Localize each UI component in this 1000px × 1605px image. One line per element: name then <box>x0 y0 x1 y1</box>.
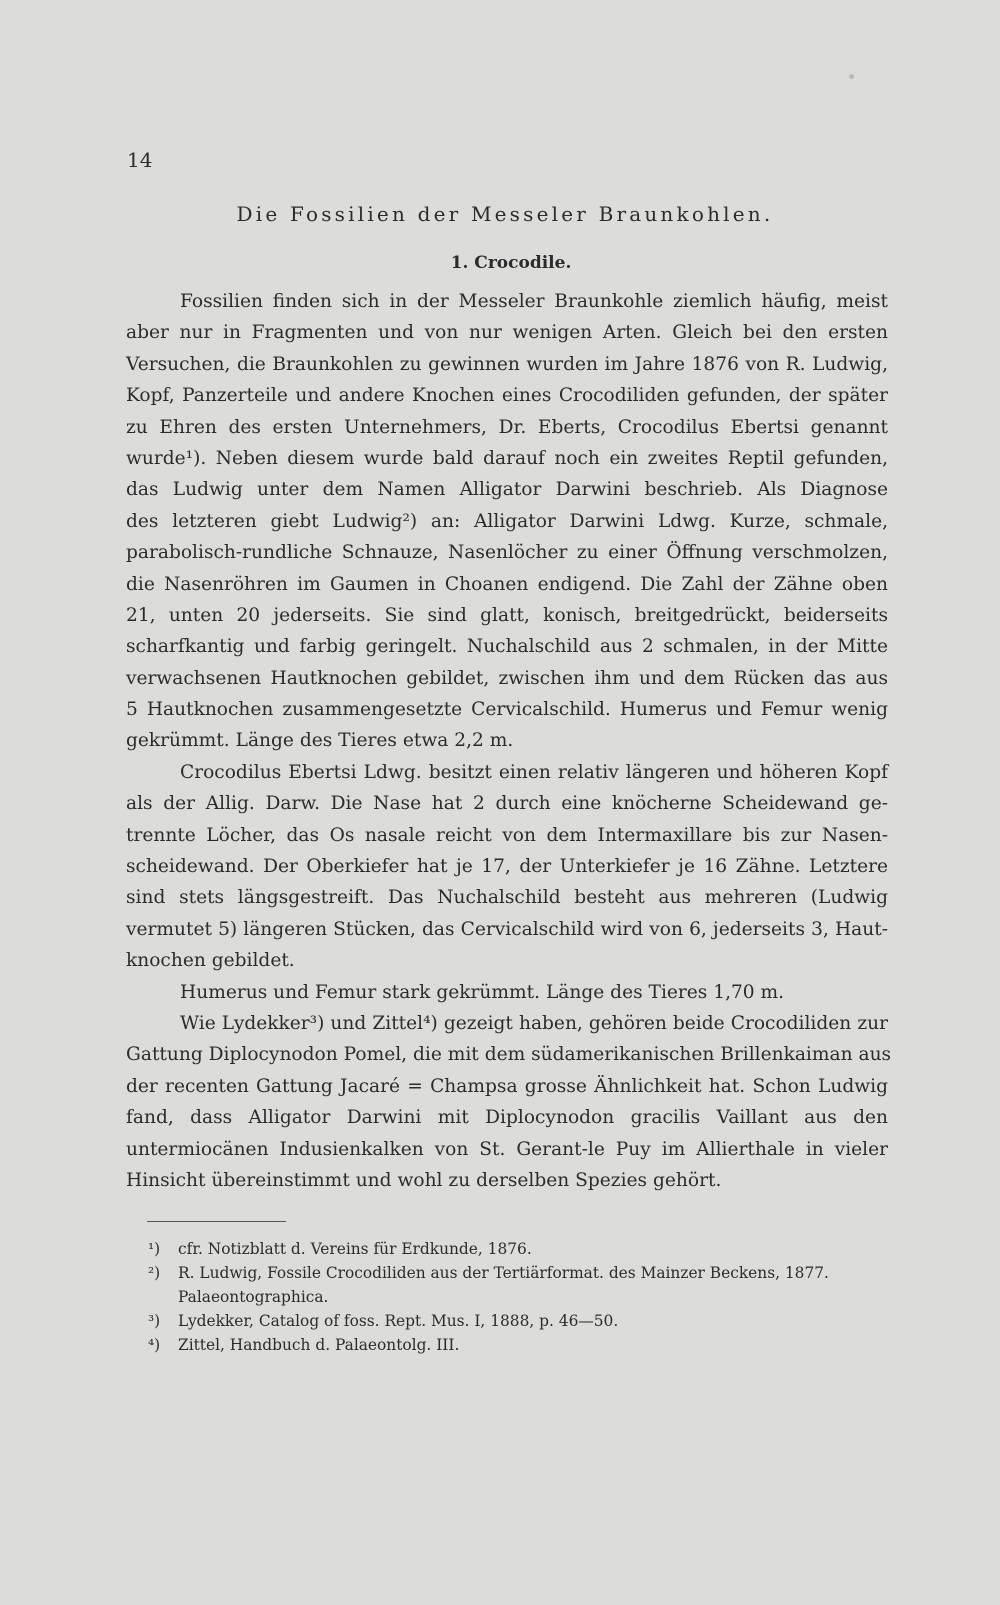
text-line: 5 Hautknochen zusammengesetzte Cervicalschild. Humerus und Femur wenig <box>126 699 888 721</box>
footnote-text: cfr. Notizblatt d. Vereins für Erdkunde, 1876. <box>178 1240 532 1258</box>
text-line: der recenten Gattung Jacaré = Champsa grosse Ähnlichkeit hat. Schon Ludwig <box>126 1075 888 1097</box>
text-line: parabolisch-rundliche Schnauze, Nasenlöcher zu einer Öffnung verschmolzen, <box>126 542 888 564</box>
text-line: Crocodilus Ebertsi Ldwg. besitzt einen relativ längeren und höheren Kopf <box>180 761 888 783</box>
footnote-rule <box>147 1221 286 1222</box>
text-line: vermutet 5) längeren Stücken, das Cervicalschild wird von 6, jederseits 3, Haut- <box>126 918 888 940</box>
footnotes <box>148 1237 888 1357</box>
footnote-mark: ¹) <box>148 1240 161 1258</box>
text-line: Gattung Diplocynodon Pomel, die mit dem südamerikanischen Brillenkaiman aus <box>126 1044 892 1066</box>
text-line: Wie Lydekker³) und Zittel⁴) gezeigt haben, gehören beide Crocodiliden zur <box>180 1012 888 1034</box>
footnote <box>148 1261 888 1309</box>
section-heading: 1. Crocodile. <box>450 253 572 273</box>
footnote-text: Zittel, Handbuch d. Palaeontolg. III. <box>178 1336 460 1354</box>
text-line: untermiocänen Indusienkalken von St. Gerant-le Puy im Allierthale in vieler <box>126 1138 888 1160</box>
text-line: Humerus und Femur stark gekrümmt. Länge des Tieres 1,70 m. <box>180 981 785 1003</box>
text-line: zu Ehren des ersten Unternehmers, Dr. Eberts, Crocodilus Ebertsi genannt <box>126 416 888 438</box>
text-line: wurde¹). Neben diesem wurde bald darauf noch ein zweites Reptil gefunden, <box>126 447 888 469</box>
text-line: die Nasenröhren im Gaumen in Choanen endigend. Die Zahl der Zähne oben <box>126 573 888 595</box>
footnote <box>148 1237 888 1261</box>
text-line: des letzteren giebt Ludwig²) an: Alligator Darwini Ldwg. Kurze, schmale, <box>126 510 888 532</box>
text-line: fand, dass Alligator Darwini mit Diplocynodon gracilis Vaillant aus den <box>126 1107 888 1129</box>
text-line: Hinsicht übereinstimmt und wohl zu derselben Spezies gehört. <box>126 1169 722 1191</box>
text-line: trennte Löcher, das Os nasale reicht von dem Intermaxillare bis zur Nasen- <box>126 824 888 846</box>
footnote-mark: ³) <box>148 1312 161 1330</box>
body-text <box>126 286 892 1196</box>
text-line: Versuchen, die Braunkohlen zu gewinnen wurden im Jahre 1876 von R. Ludwig, <box>126 353 888 375</box>
paper-speck <box>849 74 854 79</box>
text-line: Fossilien finden sich in der Messeler Braunkohle ziemlich häufig, meist <box>180 291 888 312</box>
text-line: das Ludwig unter dem Namen Alligator Darwini beschrieb. Als Diagnose <box>126 479 888 501</box>
text-line: sind stets längsgestreift. Das Nuchalschild besteht aus mehreren (Ludwig <box>126 887 888 909</box>
footnote-mark: ⁴) <box>148 1336 161 1354</box>
text-line: scheidewand. Der Oberkiefer hat je 17, der Unterkiefer je 16 Zähne. Letztere <box>126 856 888 878</box>
text-line: Kopf, Panzerteile und andere Knochen eines Crocodiliden gefunden, der später <box>126 385 888 407</box>
page-number: 14 <box>127 148 153 172</box>
text-line: gekrümmt. Länge des Tieres etwa 2,2 m. <box>126 730 514 752</box>
text-line: scharfkantig und farbig geringelt. Nuchalschild aus 2 schmalen, in der Mitte <box>126 636 888 658</box>
text-line: 21, unten 20 jederseits. Sie sind glatt, konisch, breitgedrückt, beiderseits <box>126 604 888 626</box>
text-line: verwachsenen Hautknochen gebildet, zwischen ihm und dem Rücken das aus <box>126 667 888 689</box>
running-header: Die Fossilien der Messeler Braunkohlen. <box>236 202 774 226</box>
footnote-text: R. Ludwig, Fossile Crocodiliden aus der Tertiärformat. des Mainzer Beckens, 1877. <box>178 1264 829 1282</box>
footnote-text: Lydekker, Catalog of foss. Rept. Mus. I, 1888, p. 46—50. <box>178 1312 619 1330</box>
text-line: aber nur in Fragmenten und von nur wenigen Arten. Gleich bei den ersten <box>126 322 888 344</box>
footnote <box>148 1333 888 1357</box>
footnote-mark: ²) <box>148 1264 161 1282</box>
text-line: als der Allig. Darw. Die Nase hat 2 durch eine knöcherne Scheidewand ge- <box>126 793 888 815</box>
footnote <box>148 1309 888 1333</box>
footnote-text: Palaeontographica. <box>178 1288 329 1306</box>
text-line: knochen gebildet. <box>126 950 295 972</box>
